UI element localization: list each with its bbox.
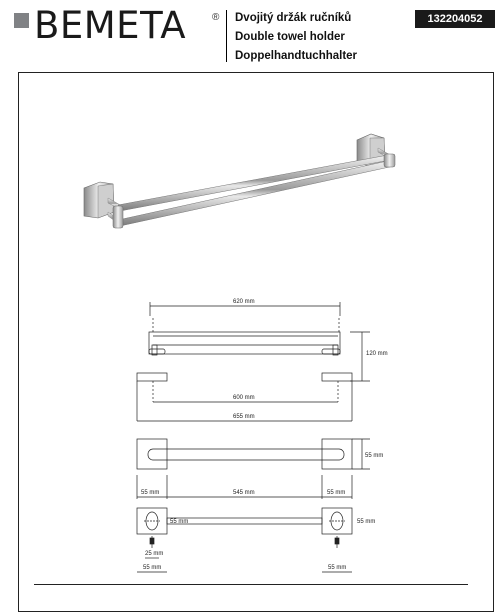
dim-middle-span: 545 mm — [233, 490, 255, 496]
dim-plate-height: 55 mm — [170, 519, 189, 525]
plate-view — [137, 508, 352, 572]
title-czech: Dvojitý držák ručníků — [235, 12, 352, 24]
dim-total-length: 655 mm — [233, 414, 255, 420]
dim-bar-length: 600 mm — [233, 395, 255, 401]
dim-height: 120 mm — [366, 351, 388, 357]
dim-screw-offset: 25 mm — [145, 551, 164, 557]
title-english: Double towel holder — [235, 31, 345, 43]
registered-mark: ® — [212, 12, 220, 23]
brand-name: BEMETA — [34, 4, 187, 47]
product-code-badge: 132204052 — [415, 10, 495, 28]
dim-left-base: 55 mm — [141, 490, 160, 496]
dim-bottom-width-right: 55 mm — [328, 565, 347, 571]
dim-front-height: 55 mm — [365, 453, 384, 459]
title-german: Doppelhandtuchhalter — [235, 50, 358, 62]
dim-right-base: 55 mm — [327, 490, 346, 496]
top-view — [137, 302, 370, 421]
dim-overall-length: 620 mm — [233, 299, 255, 305]
dim-plate-width: 55 mm — [357, 519, 376, 525]
product-image — [84, 134, 395, 228]
dim-bottom-width-left: 55 mm — [143, 565, 162, 571]
